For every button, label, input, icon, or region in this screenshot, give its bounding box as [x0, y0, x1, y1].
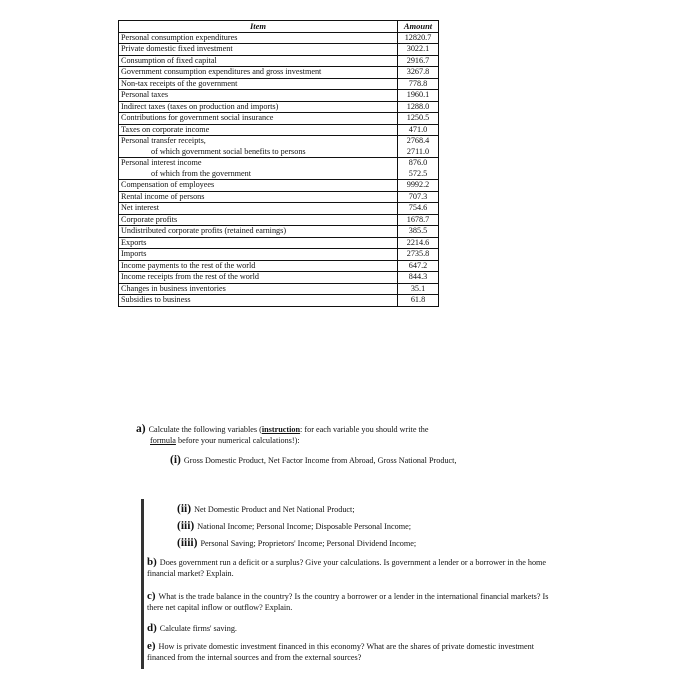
table-row [119, 214, 439, 226]
item-cell [119, 283, 398, 295]
item-cell [119, 90, 398, 102]
amount-cell [398, 237, 439, 249]
amount-cell [398, 113, 439, 125]
table-row [119, 283, 439, 295]
amount-cell [398, 249, 439, 261]
question-a-ii-label: (ii) [177, 503, 192, 515]
table-row [119, 44, 439, 56]
table-row [119, 295, 439, 307]
item-cell [119, 191, 398, 203]
question-d-label: d) [147, 622, 157, 634]
amount-value: 778.8 [408, 78, 428, 88]
question-a-iii [177, 521, 557, 532]
table-row [119, 249, 439, 261]
item-cell [119, 101, 398, 113]
question-a-i-label: (i) [170, 454, 181, 466]
amount-value: 2735.8 [406, 249, 430, 258]
amount-cell [398, 260, 439, 272]
question-e-text: How is private domestic investment financed in this economy? What are the shares of private domestic investment financed from the internal sources and from the external sources? [147, 642, 535, 662]
amount-value: 1960.1 [406, 90, 430, 99]
table-row [119, 260, 439, 272]
item-cell [119, 295, 398, 307]
amount-value: 35.1 [410, 283, 426, 293]
header-amount: Amount [398, 21, 439, 33]
question-a-text-before: Calculate the following variables ( [148, 425, 262, 434]
item-cell [119, 44, 398, 56]
table-row [119, 158, 439, 180]
item-label: Private domestic fixed investment [121, 44, 233, 53]
question-a-label: a) [136, 423, 146, 435]
question-e [147, 641, 557, 663]
amount-cell [398, 158, 439, 180]
question-c [147, 591, 557, 613]
item-label: Corporate profits [121, 214, 178, 224]
item-cell [119, 203, 398, 215]
amount-cell [398, 203, 439, 215]
question-e-label: e) [147, 640, 156, 652]
question-a [136, 424, 556, 446]
question-a-text-after: before your numerical calculations!): [175, 436, 300, 445]
amount-value: 754.6 [408, 203, 428, 212]
table-row [119, 78, 439, 90]
amount-value: 3022.1 [406, 44, 430, 53]
question-a-ii-text: Net Domestic Product and Net National Product; [194, 505, 355, 514]
left-vertical-rule [141, 499, 144, 669]
item-label: Personal taxes [121, 90, 169, 99]
table-row [119, 191, 439, 203]
amount-value: 2214.6 [406, 237, 430, 247]
item-cell [119, 260, 398, 272]
amount-cell [398, 283, 439, 295]
question-c-label: c) [147, 590, 156, 602]
table-row [119, 101, 439, 113]
item-label: Personal transfer receipts, [121, 136, 206, 145]
question-a-iii-text: National Income; Personal Income; Disposable Personal Income; [197, 522, 411, 531]
item-label: Personal consumption expenditures [121, 32, 238, 42]
amount-value: 844.3 [408, 272, 428, 281]
question-c-text: What is the trade balance in the country? Is the country a borrower or a lender in the international financial markets? Is there net capital inflow or outflow? Explain. [147, 592, 549, 612]
table-row [119, 124, 439, 136]
item-label: Non-tax receipts of the government [121, 78, 238, 88]
amount-cell [398, 44, 439, 56]
amount-value: 876.0 [408, 158, 428, 167]
amount-cell [398, 78, 439, 90]
table-row [119, 203, 439, 215]
item-label: Indirect taxes (taxes on production and imports) [121, 101, 279, 111]
amount-cell [398, 180, 439, 192]
amount-value: 12820.7 [404, 32, 432, 42]
amount-cell [398, 136, 439, 158]
amount-value: 1288.0 [406, 101, 430, 111]
table-row [119, 32, 439, 44]
table-row [119, 136, 439, 158]
amount-value: 385.5 [408, 226, 428, 235]
item-sublabel: of which from the government [151, 168, 252, 178]
item-label: Income payments to the rest of the world [121, 260, 256, 270]
table-row [119, 180, 439, 192]
table-row [119, 272, 439, 284]
question-b-label: b) [147, 556, 157, 568]
item-cell [119, 214, 398, 226]
table-row [119, 226, 439, 238]
item-cell [119, 78, 398, 90]
item-cell [119, 124, 398, 136]
item-label: Imports [121, 249, 147, 258]
item-label: Compensation of employees [121, 180, 215, 189]
item-label: Undistributed corporate profits (retained earnings) [121, 226, 287, 235]
item-label: Taxes on corporate income [121, 124, 210, 134]
item-cell [119, 55, 398, 67]
question-a-i [170, 455, 556, 466]
item-cell [119, 32, 398, 44]
amount-value: 1678.7 [406, 214, 430, 224]
amount-cell [398, 101, 439, 113]
amount-cell [398, 295, 439, 307]
header-item: Item [119, 21, 398, 33]
item-cell [119, 272, 398, 284]
item-cell [119, 113, 398, 125]
item-label: Contributions for government social insurance [121, 113, 274, 122]
amount-cell [398, 272, 439, 284]
question-a-instruction: instruction [261, 425, 301, 434]
amount-value: 2916.7 [406, 55, 430, 65]
amount-value: 61.8 [410, 295, 426, 304]
amount-cell [398, 226, 439, 238]
table-row [119, 237, 439, 249]
question-a-iiii-text: Personal Saving; Proprietors' Income; Personal Dividend Income; [200, 539, 417, 548]
item-label: Net interest [121, 203, 159, 212]
question-a-iiii [177, 538, 557, 549]
item-sublabel: of which government social benefits to persons [151, 146, 306, 156]
amount-value: 647.2 [408, 260, 428, 270]
question-d-text: Calculate firms' saving. [159, 624, 237, 633]
item-cell [119, 180, 398, 192]
amount-cell [398, 67, 439, 79]
amount-cell [398, 124, 439, 136]
amount-subvalue: 572.5 [408, 168, 428, 178]
table-row [119, 113, 439, 125]
national-accounts-table [118, 20, 439, 307]
question-d [147, 623, 557, 634]
item-cell [119, 249, 398, 261]
amount-cell [398, 55, 439, 67]
item-cell [119, 67, 398, 79]
question-b-text: Does government run a deficit or a surplus? Give your calculations. Is government a lender or a borrower in the home financial market? Explain. [147, 558, 547, 578]
item-cell [119, 237, 398, 249]
question-a-formula: formula [150, 436, 176, 445]
item-label: Consumption of fixed capital [121, 55, 217, 65]
question-a-ii [177, 504, 557, 515]
item-label: Personal interest income [121, 158, 202, 167]
item-cell [119, 136, 398, 158]
item-label: Government consumption expenditures and gross investment [121, 67, 322, 76]
question-a-iii-label: (iii) [177, 520, 195, 532]
item-cell [119, 158, 398, 180]
question-a-text-mid: : for each variable you should write the [300, 425, 429, 434]
question-a-i-text: Gross Domestic Product, Net Factor Income from Abroad, Gross National Product, [183, 456, 457, 465]
table-row [119, 90, 439, 102]
amount-cell [398, 90, 439, 102]
question-b [147, 557, 557, 579]
amount-value: 9992.2 [406, 180, 430, 189]
table-row [119, 67, 439, 79]
amount-value: 471.0 [408, 124, 428, 134]
item-label: Exports [121, 237, 147, 247]
item-label: Subsidies to business [121, 295, 191, 304]
amount-value: 707.3 [408, 191, 428, 201]
item-label: Income receipts from the rest of the world [121, 272, 260, 281]
question-a-iiii-label: (iiii) [177, 537, 198, 549]
amount-value: 2768.4 [406, 136, 430, 145]
amount-value: 1250.5 [406, 113, 430, 122]
amount-cell [398, 32, 439, 44]
amount-cell [398, 214, 439, 226]
table-body [119, 32, 439, 306]
item-label: Rental income of persons [121, 191, 205, 201]
amount-subvalue: 2711.0 [406, 146, 430, 156]
amount-value: 3267.8 [406, 67, 430, 76]
item-cell [119, 226, 398, 238]
item-label: Changes in business inventories [121, 283, 226, 293]
table-row [119, 55, 439, 67]
amount-cell [398, 191, 439, 203]
